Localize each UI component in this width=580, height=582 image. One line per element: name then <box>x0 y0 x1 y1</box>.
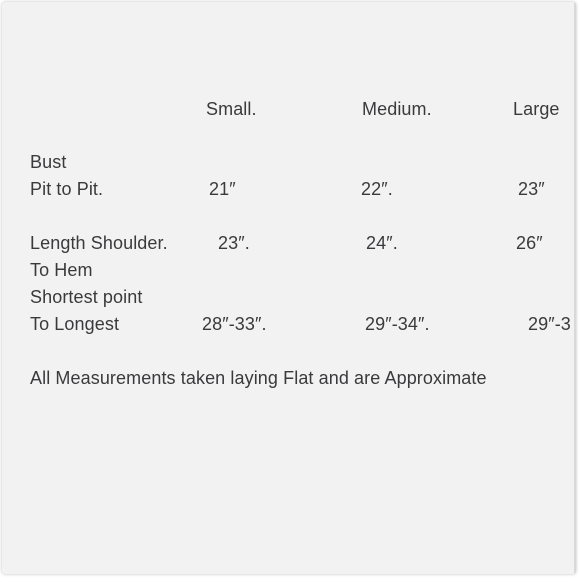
pit-to-pit-label: Pit to Pit. <box>30 179 104 199</box>
to-longest-label: To Longest <box>30 314 120 334</box>
shortest-point-label: Shortest point <box>30 287 143 307</box>
range-medium-value: 29″-34″. <box>365 314 430 334</box>
header-large: Large <box>513 99 560 119</box>
right-edge-strip <box>574 2 576 574</box>
measurement-footnote: All Measurements taken laying Flat and are Approximate <box>30 368 487 388</box>
range-large-value: 29″-3 <box>528 314 571 334</box>
header-small: Small. <box>206 99 257 119</box>
range-small-value: 28″-33″. <box>202 314 267 334</box>
length-small-value: 23″. <box>218 233 250 253</box>
bust-medium-value: 22″. <box>361 179 393 199</box>
to-hem-label: To Hem <box>30 260 93 280</box>
size-chart-card <box>2 2 576 574</box>
bust-small-value: 21″ <box>209 179 236 199</box>
length-large-value: 26″ <box>516 233 543 253</box>
bust-label: Bust <box>30 152 67 172</box>
header-medium: Medium. <box>362 99 432 119</box>
length-medium-value: 24″. <box>366 233 398 253</box>
length-shoulder-label: Length Shoulder. <box>30 233 168 253</box>
bust-large-value: 23″ <box>518 179 545 199</box>
